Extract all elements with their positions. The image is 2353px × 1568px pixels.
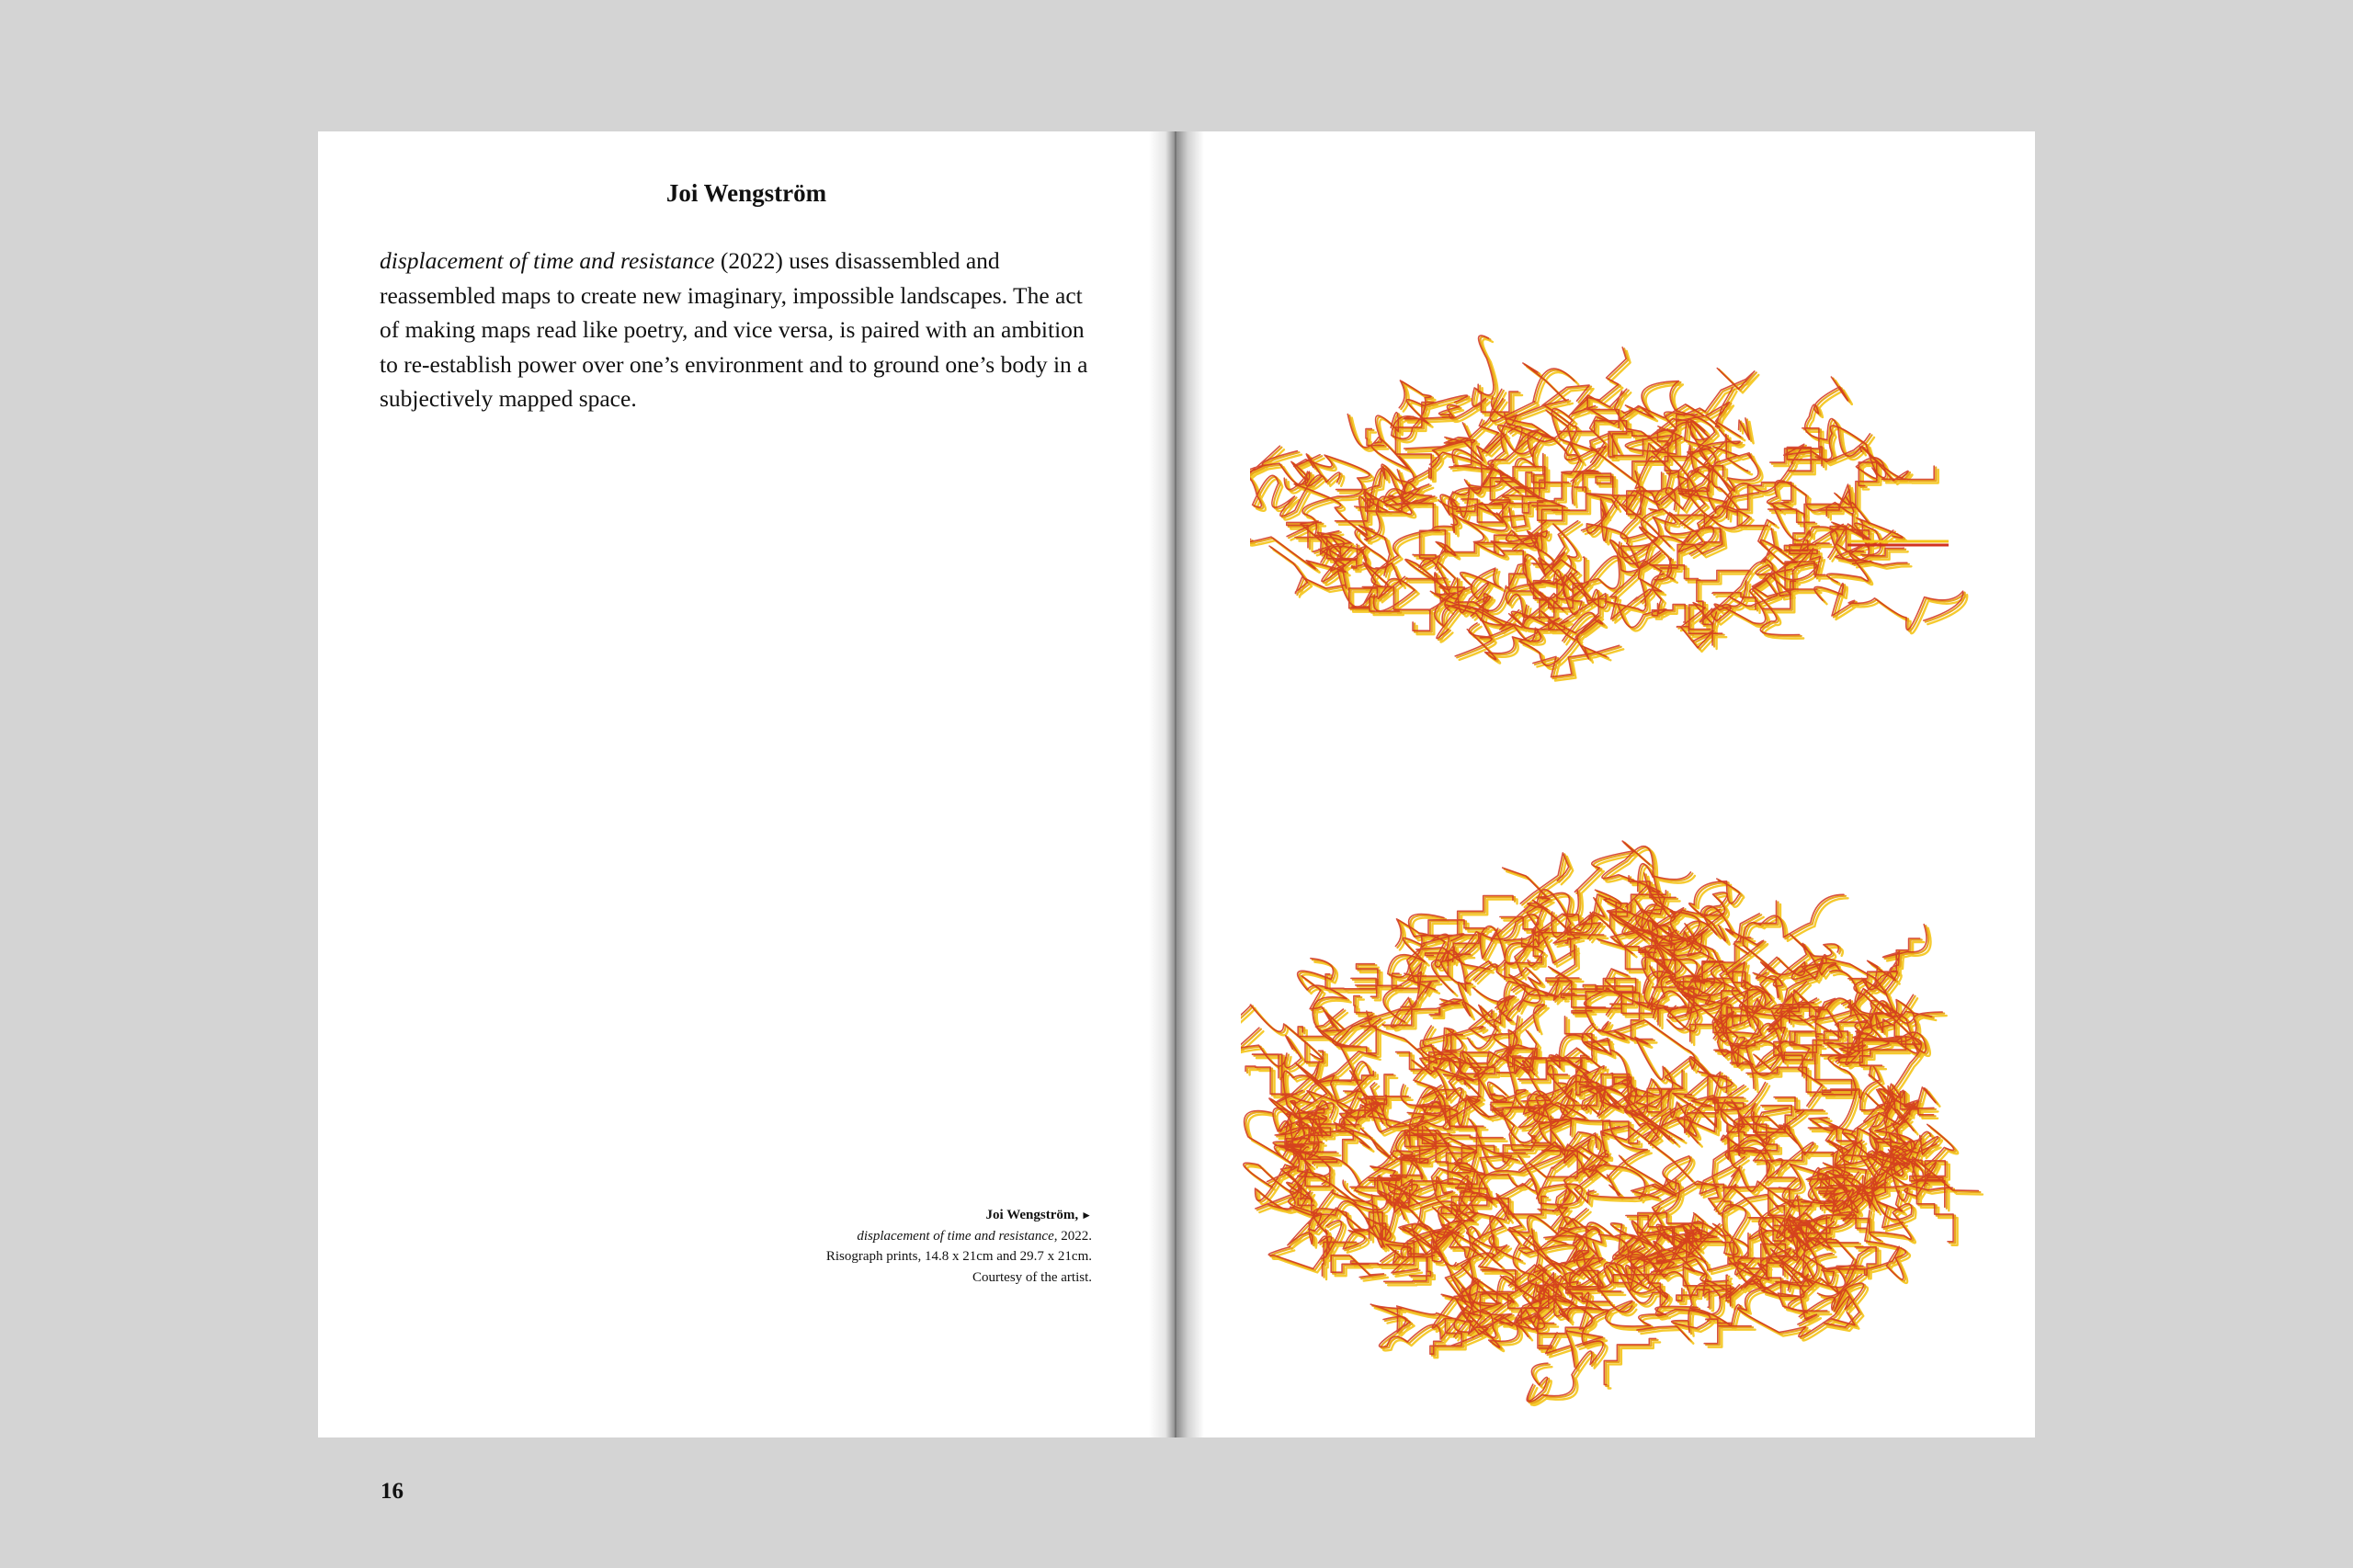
caption-artist-line: [826, 1205, 1092, 1226]
caption-year: , 2022.: [1053, 1228, 1092, 1244]
work-title: displacement of time and resistance: [380, 247, 715, 274]
body-description: (2022) uses disassembled and reassembled maps to create new imaginary, impossible landscapes. The act of making maps read like poetry, and vice versa, is paired with an ambition to re-establish power over one’s environment and to ground one’s body in a subjectively mapped space.: [380, 247, 1088, 412]
caption-work-title: displacement of time and resistance: [857, 1228, 1054, 1244]
caption-title-line: [826, 1226, 1092, 1247]
right-page: [1176, 131, 2035, 1437]
arrow-right-icon: ►: [1081, 1209, 1092, 1221]
page-number: 16: [381, 1479, 404, 1504]
image-caption: [826, 1205, 1092, 1288]
map-drawing-bottom: [1241, 812, 1985, 1418]
caption-credit: Courtesy of the artist.: [972, 1269, 1092, 1285]
author-heading: Joi Wengström: [665, 179, 827, 207]
body-text: [380, 244, 1092, 416]
caption-medium: Risograph prints, 14.8 x 21cm and 29.7 x 21cm.: [825, 1249, 1092, 1264]
map-drawing-top: [1250, 315, 1976, 701]
caption-artist: Joi Wengström,: [985, 1208, 1079, 1222]
left-page: [318, 131, 1175, 1504]
